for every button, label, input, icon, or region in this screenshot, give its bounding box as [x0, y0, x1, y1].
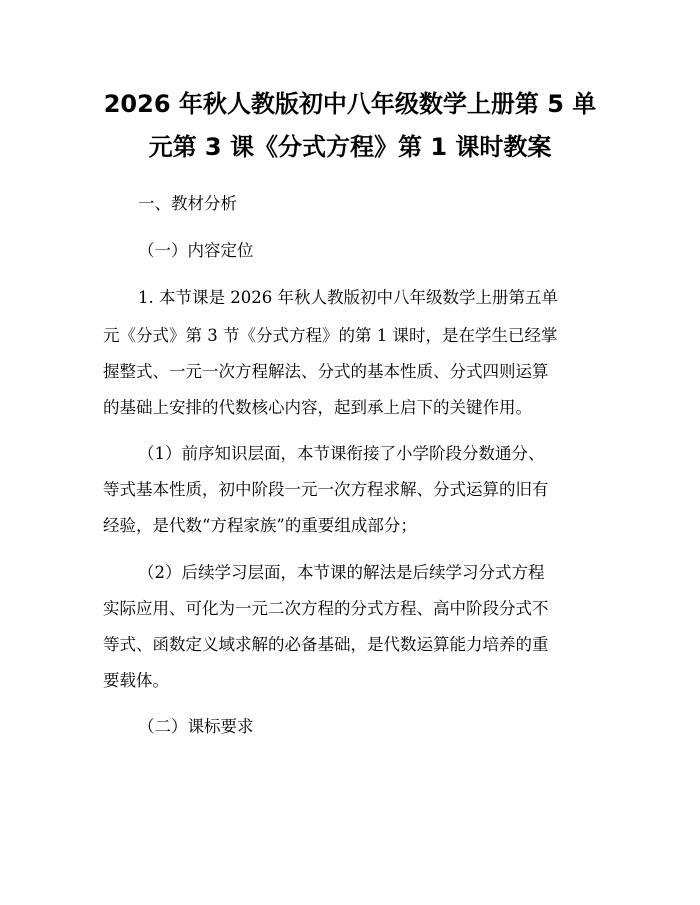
paragraph-line: 经验，是代数“方程家族”的重要组成部分； [103, 516, 417, 535]
document-title-line-1: 2026 年秋人教版初中八年级数学上册第 5 单 [103, 90, 597, 118]
paragraph-line: 元《分式》第 3 节《分式方程》的第 1 课时，是在学生已经掌 [103, 326, 558, 345]
paragraph-line: （1）前序知识层面，本节课衔接了小学阶段分数通分、 [138, 444, 545, 463]
subsection-heading-content-positioning: （一）内容定位 [138, 241, 254, 260]
paragraph-line: 等式、函数定义域求解的必备基础，是代数运算能力培养的重 [103, 635, 549, 654]
paragraph-line: 等式基本性质，初中阶段一元一次方程求解、分式运算的旧有 [103, 480, 549, 499]
paragraph-line: 实际应用、可化为一元二次方程的分式方程、高中阶段分式不 [103, 599, 549, 618]
document-title-line-2: 元第 3 课《分式方程》第 1 课时教案 [148, 133, 552, 161]
section-heading-textbook-analysis: 一、教材分析 [138, 194, 237, 213]
subsection-heading-curriculum-requirements: （二）课标要求 [138, 717, 254, 736]
paragraph-line: 的基础上安排的代数核心内容，起到承上启下的关键作用。 [103, 398, 532, 417]
paragraph-line: （2）后续学习层面，本节课的解法是后续学习分式方程 [138, 563, 545, 582]
paragraph-line: 要载体。 [103, 671, 169, 690]
paragraph-line: 握整式、一元一次方程解法、分式的基本性质、分式四则运算 [103, 362, 549, 381]
paragraph-line: 1. 本节课是 2026 年秋人教版初中八年级数学上册第五单 [138, 288, 558, 307]
